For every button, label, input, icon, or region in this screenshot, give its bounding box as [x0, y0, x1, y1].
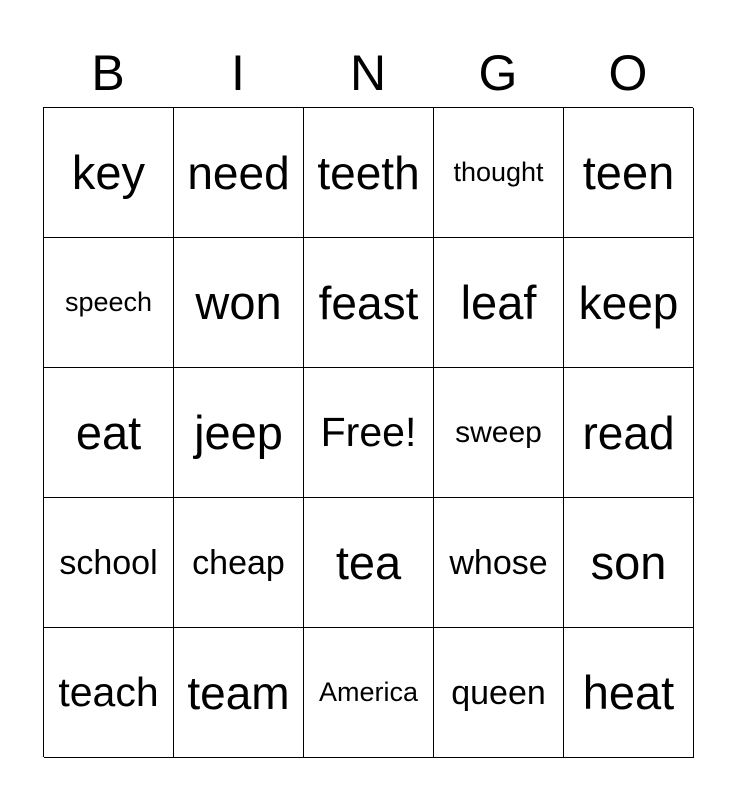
bingo-cell: won	[174, 238, 304, 368]
free-space-cell: Free!	[304, 368, 434, 498]
bingo-cell: heat	[564, 628, 694, 758]
bingo-board	[43, 107, 693, 757]
header-letter-n: N	[349, 45, 387, 101]
bingo-cell: key	[44, 108, 174, 238]
bingo-cell: whose	[434, 498, 564, 628]
header-letter-g: G	[478, 45, 518, 101]
bingo-cell: sweep	[434, 368, 564, 498]
bingo-cell: queen	[434, 628, 564, 758]
bingo-cell: speech	[44, 238, 174, 368]
bingo-cell: feast	[304, 238, 434, 368]
bingo-cell: eat	[44, 368, 174, 498]
bingo-cell: son	[564, 498, 694, 628]
header-letter-b: B	[91, 45, 125, 101]
header-letter-o: O	[608, 45, 648, 101]
header-letter-i: I	[231, 45, 245, 101]
bingo-cell: tea	[304, 498, 434, 628]
bingo-header	[43, 40, 693, 106]
bingo-cell: school	[44, 498, 174, 628]
bingo-cell: teen	[564, 108, 694, 238]
bingo-cell: teach	[44, 628, 174, 758]
bingo-cell: keep	[564, 238, 694, 368]
bingo-cell: need	[174, 108, 304, 238]
bingo-cell: team	[174, 628, 304, 758]
bingo-cell: thought	[434, 108, 564, 238]
bingo-cell: cheap	[174, 498, 304, 628]
bingo-cell: leaf	[434, 238, 564, 368]
bingo-cell: read	[564, 368, 694, 498]
bingo-cell: America	[304, 628, 434, 758]
bingo-cell: jeep	[174, 368, 304, 498]
bingo-cell: teeth	[304, 108, 434, 238]
